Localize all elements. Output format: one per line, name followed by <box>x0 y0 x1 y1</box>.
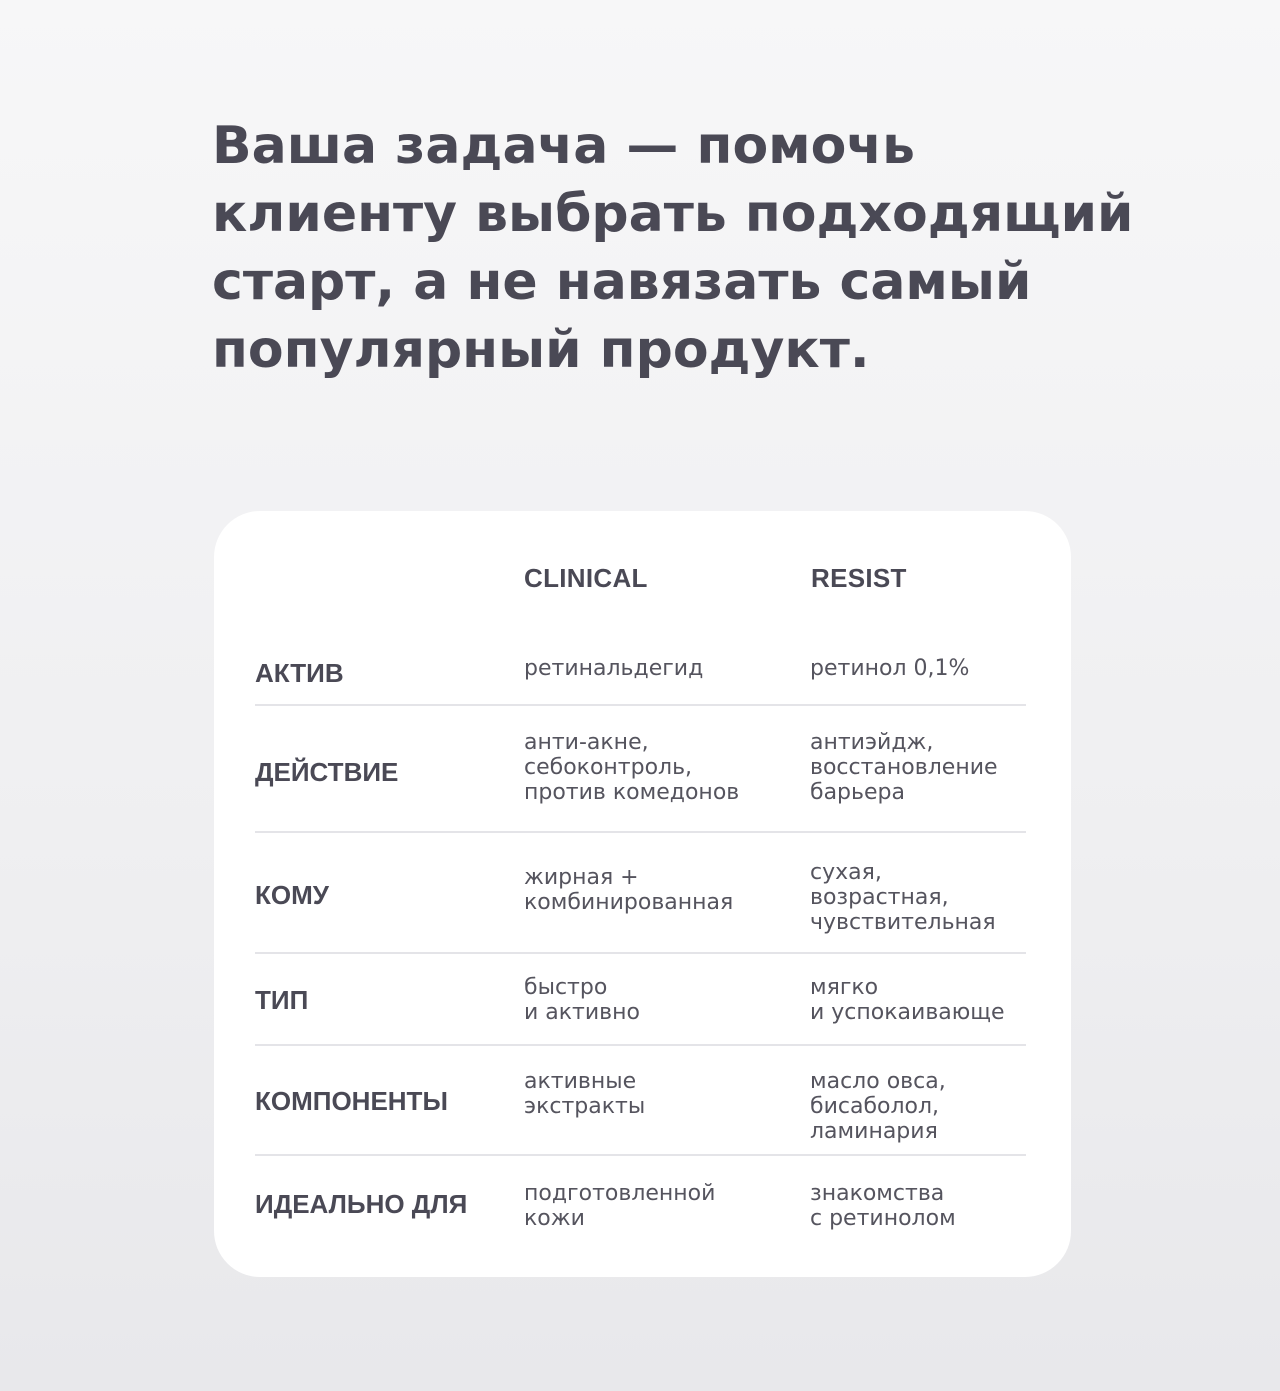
column-header-clinical: CLINICAL <box>524 563 648 593</box>
cell-resist: ретинол 0,1% <box>810 656 970 681</box>
row-divider <box>255 831 1026 833</box>
row-divider <box>255 1154 1026 1156</box>
headline-line-1: Ваша задача — помочь <box>212 116 915 176</box>
cell-resist: сухая, возрастная, чувствительная <box>810 860 996 935</box>
cell-clinical: жирная + комбинированная <box>524 865 734 915</box>
headline-line-2: клиенту выбрать подходящий <box>212 184 1134 244</box>
headline <box>212 112 1172 384</box>
cell-clinical: быстро и активно <box>524 975 640 1025</box>
cell-clinical: подготовленной кожи <box>524 1181 716 1231</box>
row-label: АКТИВ <box>255 658 344 688</box>
cell-resist: масло овса, бисаболол, ламинария <box>810 1069 946 1144</box>
headline-line-4: популярный продукт. <box>212 320 870 380</box>
cell-resist: антиэйдж, восстановление барьера <box>810 730 998 805</box>
row-label: ДЕЙСТВИЕ <box>255 757 399 787</box>
row-divider <box>255 1044 1026 1046</box>
headline-line-3: старт, а не навязать самый <box>212 252 1032 312</box>
row-label: КОМПОНЕНТЫ <box>255 1086 448 1116</box>
column-header-resist: RESIST <box>811 563 907 593</box>
cell-resist: знакомства с ретинолом <box>810 1181 956 1231</box>
row-divider <box>255 952 1026 954</box>
cell-clinical: ретинальдегид <box>524 656 704 681</box>
row-divider <box>255 704 1026 706</box>
cell-resist: мягко и успокаивающе <box>810 975 1005 1025</box>
row-label: ТИП <box>255 985 309 1015</box>
cell-clinical: анти-акне, себоконтроль, против комедонов <box>524 730 740 805</box>
row-label: КОМУ <box>255 880 329 910</box>
row-label: ИДЕАЛЬНО ДЛЯ <box>255 1189 468 1219</box>
cell-clinical: активные экстракты <box>524 1069 646 1119</box>
